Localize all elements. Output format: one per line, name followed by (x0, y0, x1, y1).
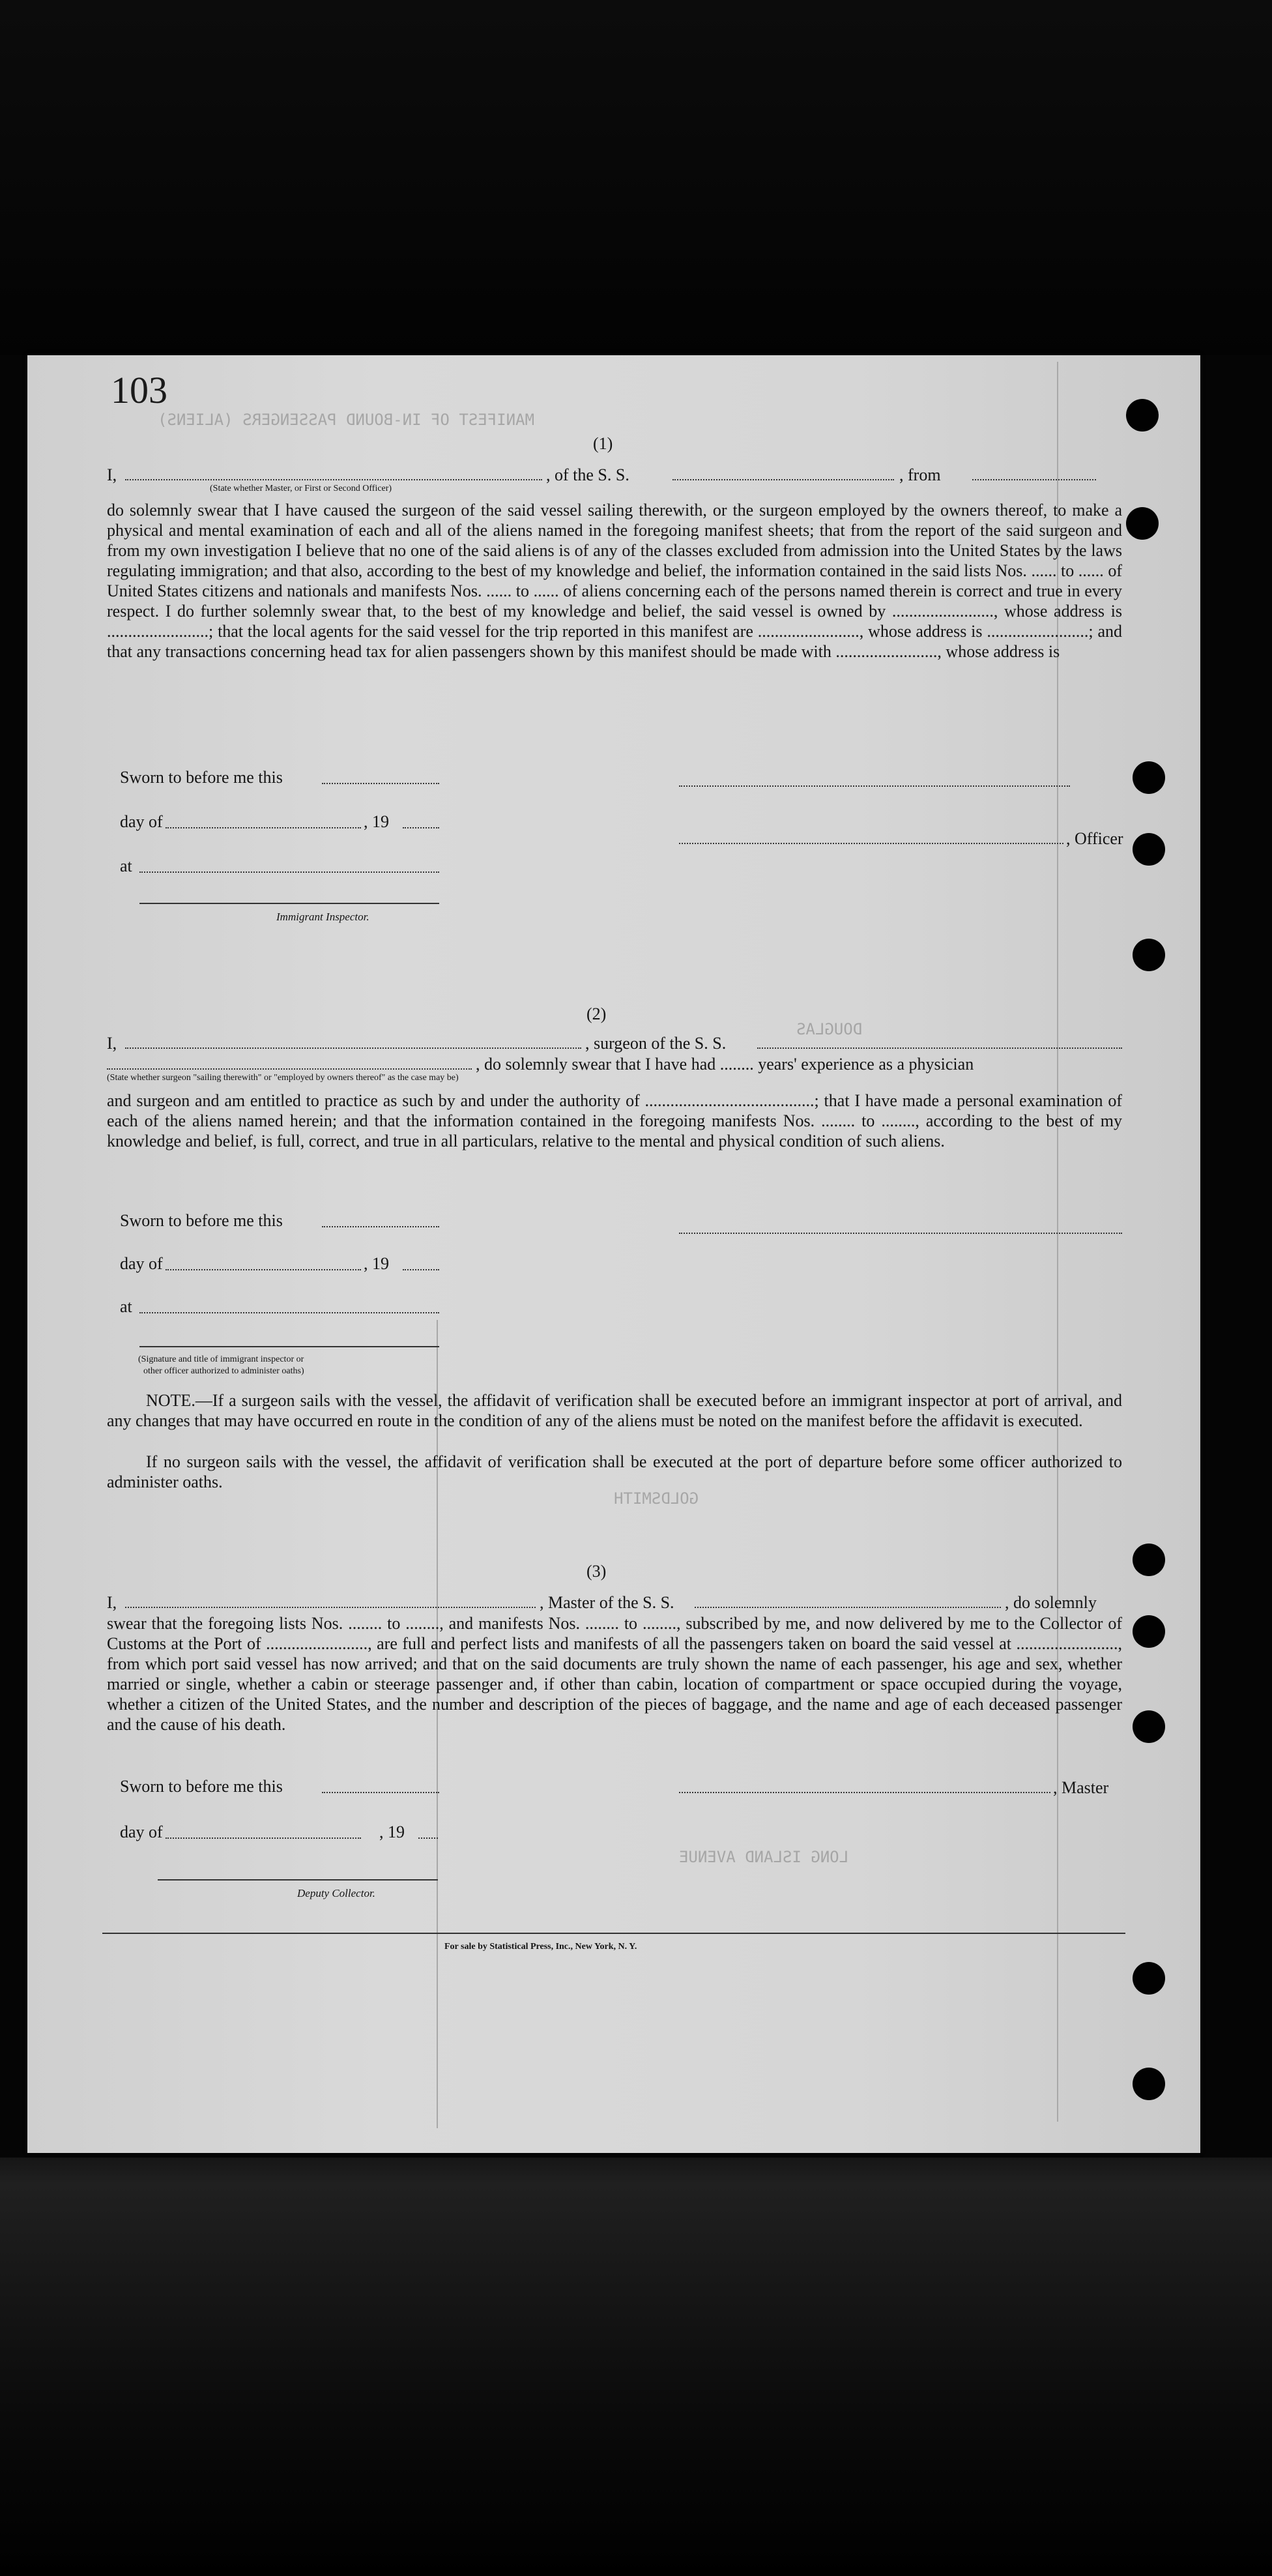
handwritten-page-number: 103 (111, 369, 167, 411)
section-2-sworn-label: Sworn to before me this (120, 1211, 283, 1230)
section-1-oath-text: do solemnly swear that I have caused the surgeon of the said vessel sailing therewith, or the surgeon employed by the owners thereof, to make a physical and mental examination of each and all of the aliens named in the foregoing manifest sheets; that from the report of the said surgeon and from my own investigation I believe that no one of the said aliens is of any of the classes excluded from admission into the United States by the laws regulating immigration; and that also, according to the best of my knowledge and belief, the information contained in the said lists Nos. ...... to ...... of United States citizens and nationals and manifests Nos. ...... to ...... of aliens concerning each of the persons named therein is correct and true in every respect. I do further solemnly swear that, to the best of my knowledge and belief, the said vessel is owned by ........................, whose address is ........................; that the local agents for the said vessel for the trip reported in this manifest are ........................, whose address is ........................; and that any transactions concerning head tax for alien passengers shown by this manifest should be made with ........................, whose address is (107, 501, 1122, 661)
bleed-through-text: MANIFEST OF IN-BOUND PASSENGERS (ALIENS) (158, 411, 534, 429)
section-2-day-of: day of (120, 1254, 163, 1273)
punch-hole (1133, 1615, 1165, 1648)
from-port-line (972, 479, 1096, 480)
master-signature-line (679, 1792, 1050, 1793)
bleed-through-text: DOUGLAS (796, 1020, 863, 1038)
year-line (418, 1837, 438, 1839)
surgeon-name-line (125, 1047, 581, 1049)
surgeon-vessel-line (757, 1047, 1122, 1049)
sworn-date-line (322, 783, 439, 784)
officer-signature-line (679, 785, 1070, 787)
printer-imprint: For sale by Statistical Press, Inc., New York, N. Y. (444, 1942, 637, 1952)
inspector-signature-line (139, 1346, 439, 1347)
punch-hole (1133, 939, 1165, 971)
master-vessel-line (695, 1607, 1001, 1608)
punch-hole (1133, 1962, 1165, 1995)
section-1-officer-caption: (State whether Master, or First or Second Officer) (210, 484, 392, 493)
manifest-affidavit-sheet (27, 355, 1200, 2153)
section-2-surgeon-caption: (State whether surgeon "sailing therewith" or "employed by owners thereof" as the case may be) (107, 1073, 459, 1083)
collector-signature-line (158, 1879, 438, 1881)
section-3-year: , 19 (379, 1822, 405, 1841)
deputy-collector-caption: Deputy Collector. (297, 1887, 375, 1899)
note-text: —If a surgeon sails with the vessel, the affidavit of verification shall be executed before an immigrant inspector at port of arrival, and any changes that may have occurred en route in the condition of any of the aliens must be noted on the manifest before the affidavit is executed. (107, 1391, 1122, 1430)
section-1-at: at (120, 856, 132, 875)
year-line (403, 1269, 439, 1270)
section-1-i: I, (107, 465, 117, 484)
scanner-background-bottom (0, 2158, 1272, 2576)
punch-hole (1126, 507, 1159, 540)
section-3-master-label: , Master (1053, 1778, 1109, 1797)
section-3-i: I, (107, 1593, 117, 1612)
officer-name-line (125, 479, 542, 480)
section-3-vessel-label: , Master of the S. S. (540, 1593, 674, 1612)
section-2-number: (2) (586, 1004, 607, 1023)
surgeon-note-2: If no surgeon sails with the vessel, the affidavit of verification shall be executed at the port of departure before some officer authorized to administer oaths. (107, 1452, 1122, 1491)
section-3-sworn-label: Sworn to before me this (120, 1777, 283, 1796)
vessel-name-line (672, 479, 894, 480)
section-1-from-label: , from (899, 465, 941, 484)
section-3-number: (3) (586, 1562, 607, 1581)
immigrant-inspector-caption: Immigrant Inspector. (276, 911, 369, 923)
section-1-year: , 19 (364, 812, 389, 831)
sworn-date-line (322, 1792, 439, 1793)
section-2-i: I, (107, 1034, 117, 1053)
at-line (139, 1312, 439, 1313)
section-2-at: at (120, 1297, 132, 1316)
sworn-date-line (322, 1226, 439, 1227)
punch-hole (1133, 2068, 1165, 2100)
section-2-experience: , do solemnly swear that I have had ........ years' experience as a physician (476, 1055, 974, 1074)
section-2-surgeon-label: , surgeon of the S. S. (585, 1034, 727, 1053)
punch-hole (1133, 1710, 1165, 1743)
surgeon-note (107, 1390, 1122, 1431)
footer-rule (102, 1933, 1125, 1934)
scanner-background-top (0, 0, 1272, 355)
year-line (403, 827, 439, 828)
punch-hole (1133, 833, 1165, 866)
section-1-officer-label: , Officer (1066, 829, 1123, 848)
bleed-through-text: LONG ISLAND AVENUE (679, 1848, 849, 1866)
section-1-vessel-label: , of the S. S. (546, 465, 629, 484)
signature-caption-2: other officer authorized to administer oaths) (143, 1366, 304, 1376)
punch-hole (1133, 761, 1165, 794)
note-label: NOTE. (146, 1391, 195, 1410)
signature-caption-1: (Signature and title of immigrant inspector or (138, 1354, 304, 1364)
day-line (166, 1837, 361, 1839)
section-1-sworn-label: Sworn to before me this (120, 768, 283, 787)
day-line (166, 827, 361, 828)
section-3-solemnly: , do solemnly (1005, 1593, 1097, 1612)
punch-hole (1133, 1544, 1165, 1576)
section-2-oath-text: and surgeon and am entitled to practice as such by and under the authority of ........................................; that I have made a personal examination of each of the aliens named herein; and that the information contained in the foregoing manifests Nos. ........ to ........, according to the best of my knowledge and belief, is full, correct, and true in all particulars, relative to the mental and physical condition of such aliens. (107, 1091, 1122, 1150)
section-2-year: , 19 (364, 1254, 389, 1273)
surgeon-status-line (107, 1068, 472, 1070)
at-line (139, 871, 439, 873)
master-name-line (125, 1607, 536, 1608)
section-1-number: (1) (593, 434, 613, 453)
section-1-day-of: day of (120, 812, 163, 831)
surgeon-signature-line (679, 1233, 1122, 1234)
section-3-oath-text: swear that the foregoing lists Nos. ........ to ........, and manifests Nos. ........ to ........, subscribed by me, and now delivered by me to the Collector of Customs at the Port of ........................, are full and perfect lists and manifests of all the passengers taken on board the said vessel at ........................, from which port said vessel has now arrived; and that on the said documents are truly shown the name of each passenger, his age and sex, whether married or single, whether a cabin or steerage passenger and, if other than cabin, location of compartment or space occupied during the voyage, whether a citizen of the United States, and the number and description of the pieces of baggage, and the name and age of each deceased passenger and the cause of his death. (107, 1614, 1122, 1734)
officer-title-line (679, 843, 1063, 844)
punch-hole (1126, 399, 1159, 432)
bleed-through-text: GOLDSMITH (614, 1489, 699, 1508)
inspector-signature-line (139, 903, 439, 904)
section-3-day-of: day of (120, 1822, 163, 1841)
day-line (166, 1269, 361, 1270)
